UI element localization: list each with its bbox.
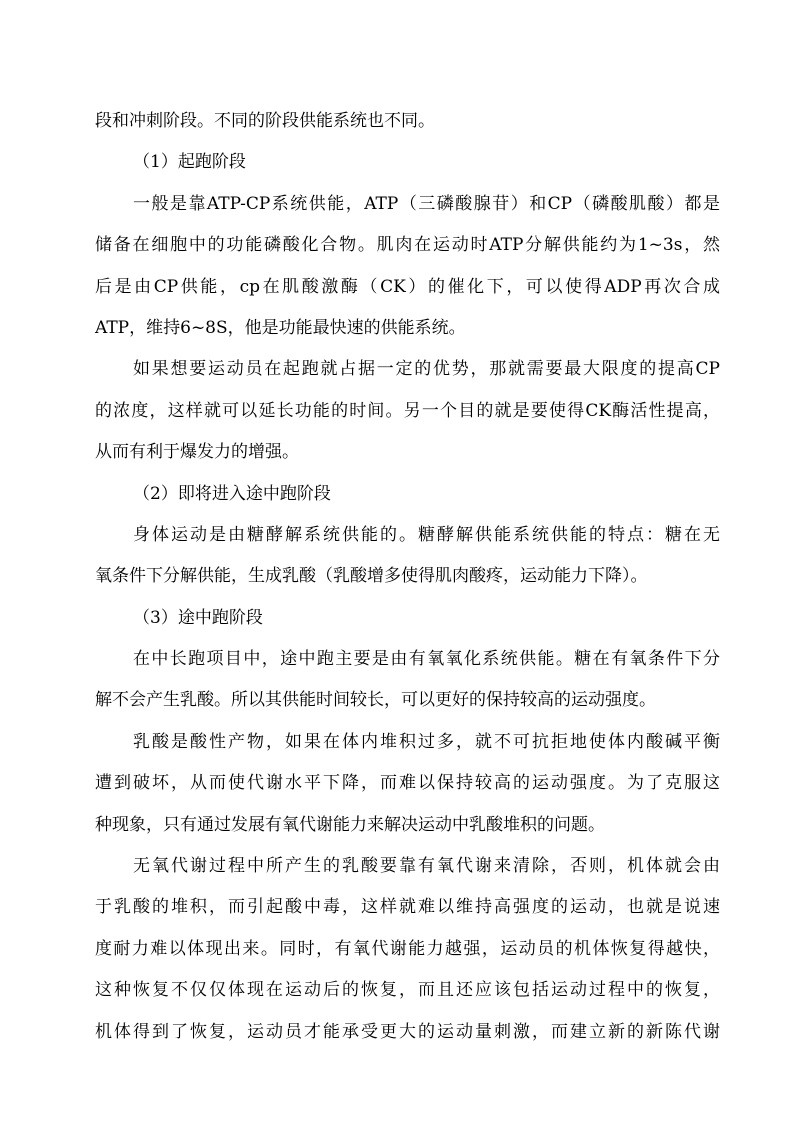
text-line: 段和冲刺阶段。不同的阶段供能系统也不同。 bbox=[95, 111, 435, 131]
text-line: 一般是靠ATP-CP系统供能，ATP（三磷酸腺苷）和CP（磷酸肌酸）都是 bbox=[133, 193, 720, 214]
text-line: 的浓度，这样就可以延长功能的时间。另一个目的就是要使得CK酶活性提高， bbox=[95, 400, 720, 421]
text-line: 种现象，只有通过发展有氧代谢能力来解决运动中乳酸堆积的问题。 bbox=[95, 814, 605, 835]
section-heading: （3）途中跑阶段 bbox=[133, 607, 263, 628]
text-line: 解不会产生乳酸。所以其供能时间较长，可以更好的保持较高的运动强度。 bbox=[95, 690, 656, 711]
text-line: 于乳酸的堆积，而引起酸中毒，这样就难以维持高强度的运动，也就是说速 bbox=[95, 897, 720, 918]
text-line: 在中长跑项目中，途中跑主要是由有氧氧化系统供能。糖在有氧条件下分 bbox=[133, 649, 720, 670]
text-line: 无氧代谢过程中所产生的乳酸要靠有氧代谢来清除，否则，机体就会由 bbox=[133, 856, 720, 877]
text-line: 氧条件下分解供能，生成乳酸（乳酸增多使得肌肉酸疼，运动能力下降）。 bbox=[95, 566, 648, 587]
text-line: 乳酸是酸性产物，如果在体内堆积过多，就不可抗拒地使体内酸碱平衡 bbox=[133, 731, 720, 752]
text-line: 从而有利于爆发力的增强。 bbox=[95, 442, 299, 463]
document-body bbox=[95, 101, 720, 1053]
text-line: 后是由CP供能，cp在肌酸激酶（CK）的催化下，可以使得ADP再次合成 bbox=[95, 276, 720, 297]
text-line: 机体得到了恢复，运动员才能承受更大的运动量刺激，而建立新的新陈代谢 bbox=[95, 1021, 720, 1042]
section-heading: （1）起跑阶段 bbox=[133, 152, 246, 173]
text-line: ATP，维持6~8S，他是功能最快速的供能系统。 bbox=[95, 317, 466, 338]
text-line: 身体运动是由糖酵解系统供能的。糖酵解供能系统供能的特点：糖在无 bbox=[133, 524, 720, 545]
section-heading: （2）即将进入途中跑阶段 bbox=[133, 483, 331, 504]
text-line: 这种恢复不仅仅体现在运动后的恢复，而且还应该包括运动过程中的恢复， bbox=[95, 980, 720, 1001]
text-line: 如果想要运动员在起跑就占据一定的优势，那就需要最大限度的提高CP bbox=[133, 359, 720, 380]
text-line: 储备在细胞中的功能磷酸化合物。肌肉在运动时ATP分解供能约为1~3s，然 bbox=[95, 235, 720, 256]
text-line: 度耐力难以体现出来。同时，有氧代谢能力越强，运动员的机体恢复得越快， bbox=[95, 938, 720, 959]
text-line: 遭到破坏，从而使代谢水平下降，而难以保持较高的运动强度。为了克服这 bbox=[95, 773, 720, 794]
